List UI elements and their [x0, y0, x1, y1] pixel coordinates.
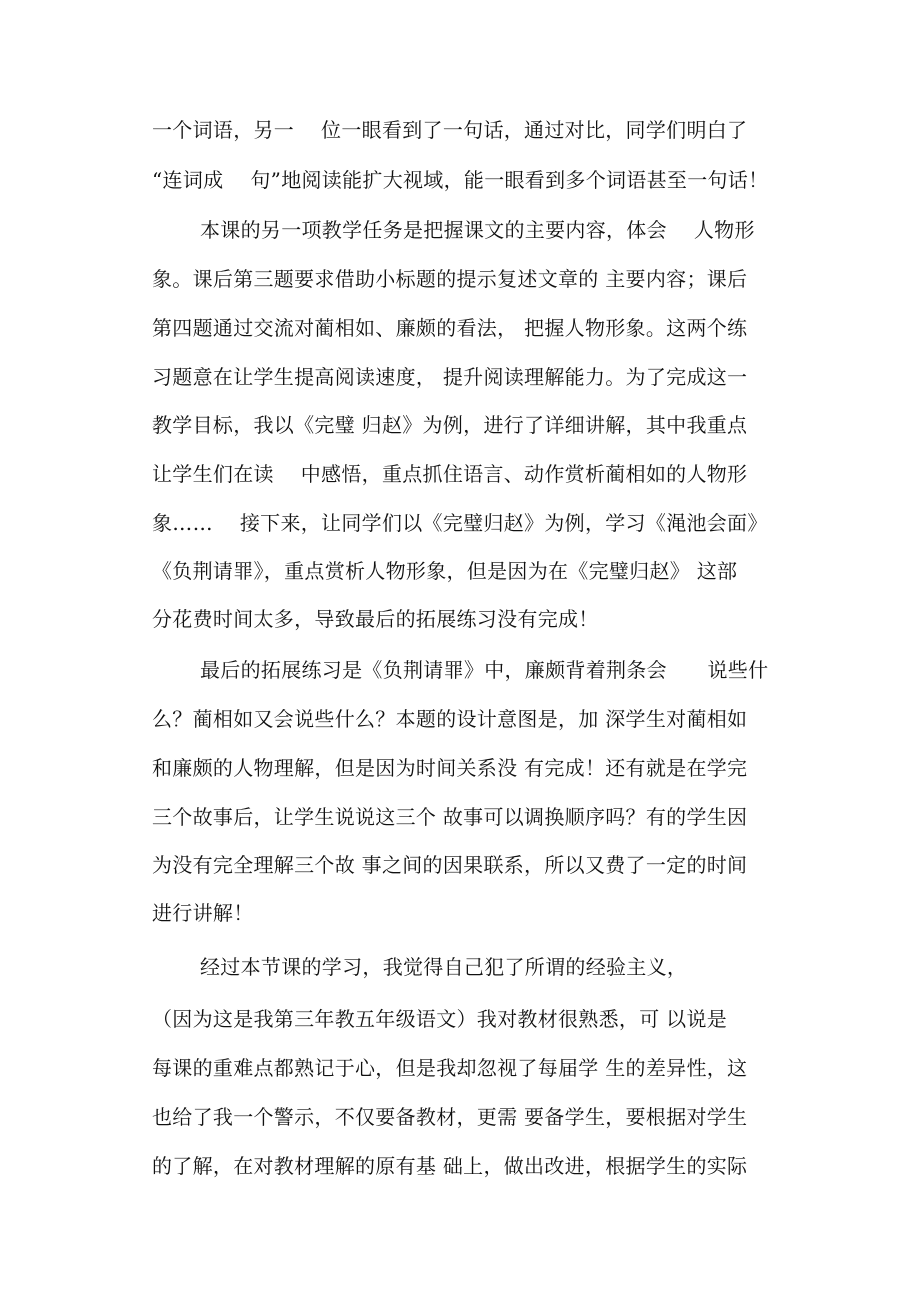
text-line: 的了解，在对教材理解的原有基 础上，做出改进，根据学生的实际: [152, 1154, 748, 1178]
text-line: 进行讲解！: [152, 901, 254, 925]
text-line: 么？蔺相如又会说些什么？本题的设计意图是，加 深学生对蔺相如: [152, 707, 748, 731]
paragraph-start-line: 本课的另一项教学任务是把握课文的主要内容，体会 人物形: [200, 218, 755, 242]
text-line: “连词成 句”地阅读能扩大视域，能一眼看到多个词语甚至一句话！: [152, 168, 769, 192]
text-line: 每课的重难点都熟记于心，但是我却忽视了每届学 生的差异性，这: [152, 1056, 748, 1080]
text-line: 第四题通过交流对蔺相如、廉颇的看法， 把握人物形象。这两个练: [152, 316, 748, 340]
text-line: 三个故事后，让学生说说这三个 故事可以调换顺序吗？有的学生因: [152, 805, 748, 829]
text-line: 和廉颇的人物理解，但是因为时间关系没 有完成！还有就是在学完: [152, 756, 748, 780]
text-line: 为没有完全理解三个故 事之间的因果联系，所以又费了一定的时间: [152, 853, 748, 877]
text-line: 《负荆请罪》，重点赏析人物形象，但是因为在《完璧归赵》 这部: [152, 559, 738, 583]
text-line: 让学生们在读 中感悟，重点抓住语言、动作赏析蔺相如的人物形: [152, 462, 748, 486]
text-line: 也给了我一个警示，不仅要备教材，更需 要备学生，要根据对学生: [152, 1105, 748, 1129]
text-line: 象。课后第三题要求借助小标题的提示复述文章的 主要内容；课后: [152, 267, 748, 291]
text-line: 教学目标，我以《完璧 归赵》为例，进行了详细讲解，其中我重点: [152, 413, 748, 437]
text-line: 一个词语，另一 位一眼看到了一句话，通过对比，同学们明白了: [152, 118, 748, 142]
paragraph-start-line: 最后的拓展练习是《负荆请罪》中，廉颇背着荆条会 说些什: [200, 658, 769, 682]
text-line: 象…… 接下来，让同学们以《完璧归赵》为例，学习《渑池会面》: [152, 511, 768, 535]
paragraph-start-line: 经过本节课的学习，我觉得自己犯了所谓的经验主义，: [200, 955, 688, 979]
text-line: 习题意在让学生提高阅读速度， 提升阅读理解能力。为了完成这一: [152, 365, 748, 389]
text-line: （因为这是我第三年教五年级语文）我对教材很熟悉，可 以说是: [152, 1007, 728, 1031]
text-line: 分花费时间太多，导致最后的拓展练习没有完成！: [152, 607, 599, 631]
